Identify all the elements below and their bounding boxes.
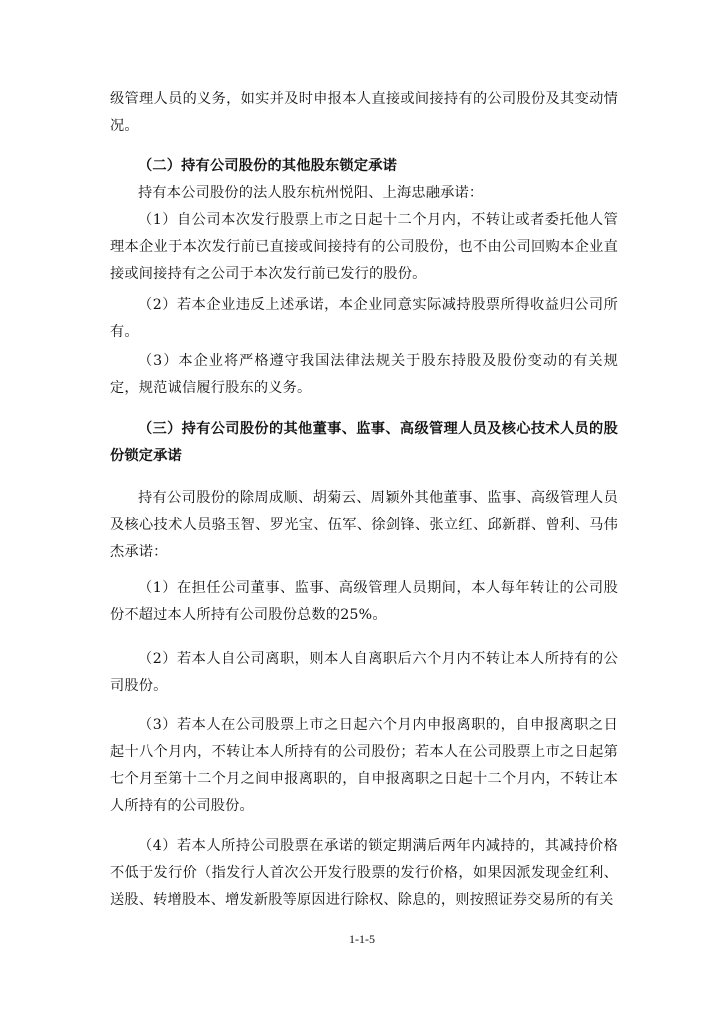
paragraph: （1）自公司本次发行股票上市之日起十二个月内，不转让或者委托他人管理本企业于本次发行前已直接或间接持有的公司股份，也不由公司回购本企业直接或间接持有之公司于本次发行前已发行的股份。: [110, 212, 618, 282]
section-heading-3: （三）持有公司股份的其他董事、监事、高级管理人员及核心技术人员的股份锁定承诺: [110, 421, 618, 464]
paragraph: 持有公司股份的除周成顺、胡菊云、周颖外其他董事、监事、高级管理人员及核心技术人员骆玉智、罗光宝、伍军、徐剑锋、张立红、邱新群、曾利、马伟杰承诺：: [110, 490, 618, 560]
paragraph: （4）若本人所持公司股票在承诺的锁定期满后两年内减持的，其减持价格不低于发行价（指发行人首次公开发行股票的发行价格，如果因派发现金红利、送股、转增股本、增发新股等原因进行除权、除息的，则按照证券交易所的有关: [110, 838, 618, 908]
paragraph: （1）在担任公司董事、监事、高级管理人员期间，本人每年转让的公司股份不超过本人所持有公司股份总数的25%。: [110, 580, 618, 623]
section-heading-2: （二）持有公司股份的其他股东锁定承诺: [138, 158, 397, 174]
paragraph: （3）本企业将严格遵守我国法律法规关于股东持股及股份变动的有关规定，规范诚信履行股东的义务。: [110, 353, 618, 396]
page-number: 1-1-5: [349, 932, 375, 946]
paragraph: （2）若本企业违反上述承诺，本企业同意实际减持股票所得收益归公司所有。: [110, 297, 618, 340]
paragraph: （2）若本人自公司离职，则本人自离职后六个月内不转让本人所持有的公司股份。: [110, 651, 618, 694]
paragraph: （3）若本人在公司股票上市之日起六个月内申报离职的，自申报离职之日起十八个月内，不转让本人所持有的公司股份；若本人在公司股票上市之日起第七个月至第十二个月之间申报离职的，自申报离职之日起十二个月内，不转让本人所持有的公司股份。: [110, 717, 618, 814]
paragraph: 持有本公司股份的法人股东杭州悦阳、上海忠融承诺：: [138, 185, 484, 201]
paragraph-continuation: 级管理人员的义务，如实并及时申报本人直接或间接持有的公司股份及其变动情况。: [110, 91, 618, 134]
